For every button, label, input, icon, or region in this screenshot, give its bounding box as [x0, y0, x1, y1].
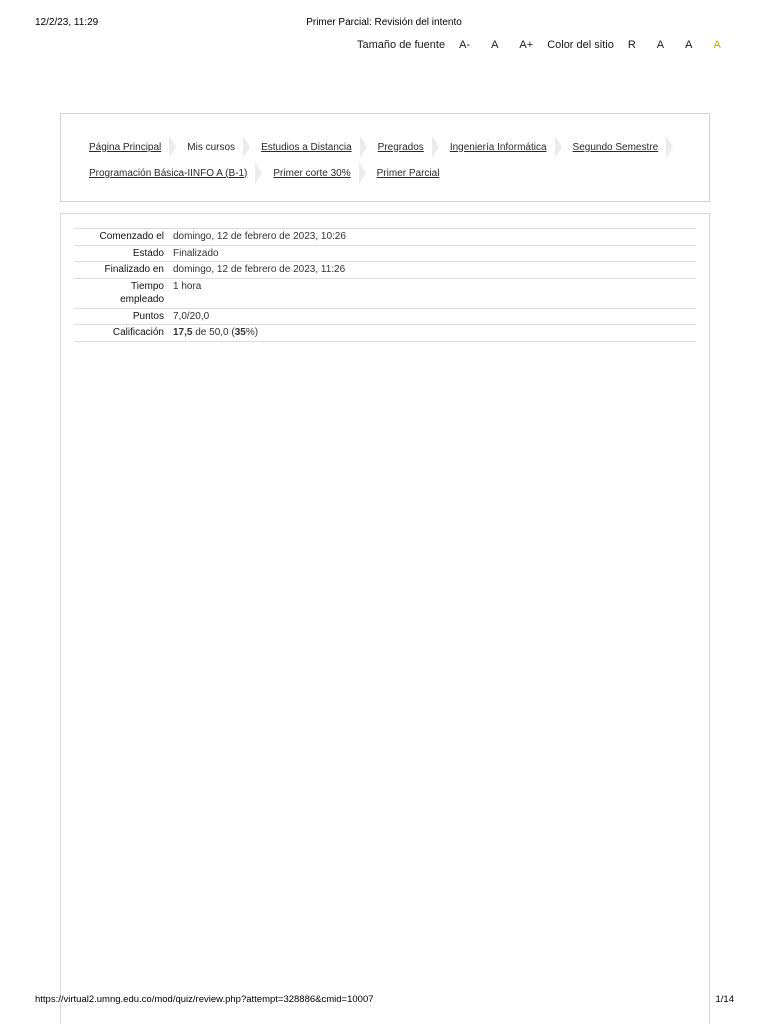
grade-label: Calificación [112, 327, 164, 338]
breadcrumb-undergrad-link[interactable]: Pregrados [377, 141, 424, 153]
breadcrumb-row-1 [89, 136, 684, 158]
table-row [74, 245, 696, 262]
attempt-summary-table [74, 228, 696, 342]
breadcrumb-separator [666, 136, 673, 158]
grade-max: de 50,0 [195, 327, 229, 338]
accessibility-toolbar [357, 37, 721, 53]
attempt-summary-panel [60, 213, 710, 1024]
breadcrumb-separator [432, 136, 439, 158]
breadcrumb-separator [359, 162, 366, 184]
font-smaller-button[interactable]: A- [459, 39, 471, 51]
state-label: Estado [132, 247, 164, 259]
font-size-label: Tamaño de fuente [357, 39, 446, 51]
print-url: https://virtual2.umng.edu.co/mod/quiz/review.php?attempt=328886&cmid=10007 [35, 994, 374, 1005]
print-footer [0, 994, 768, 1008]
print-page-number: 1/14 [715, 994, 734, 1005]
color-option-1-button[interactable]: A [656, 39, 665, 51]
time-taken-label: Tiempo empleado [120, 280, 164, 305]
table-row [74, 325, 696, 342]
time-taken-value: 1 hora [173, 280, 202, 292]
breadcrumb-separator [169, 136, 176, 158]
breadcrumb-my-courses: Mis cursos [187, 141, 236, 153]
print-datetime: 12/2/23, 11:29 [35, 17, 99, 28]
points-label: Puntos [132, 310, 164, 322]
started-label: Comenzado el [99, 231, 164, 242]
print-page-title: Primer Parcial: Revisión del intento [306, 17, 462, 28]
breadcrumb-home-link[interactable]: Página Principal [89, 141, 162, 153]
color-option-3-button[interactable]: A [713, 39, 721, 51]
breadcrumb-row-2 [89, 162, 439, 184]
grade-score: 17,5 [173, 327, 193, 338]
grade-value [173, 325, 696, 342]
started-value: domingo, 12 de febrero de 2023, 10:26 [173, 231, 346, 242]
table-row [74, 262, 696, 279]
state-value: Finalizado [173, 247, 219, 259]
breadcrumb-separator [255, 162, 262, 184]
breadcrumb-quiz-link[interactable]: Primer Parcial [376, 167, 440, 179]
breadcrumb-semester-link[interactable]: Segundo Semestre [572, 141, 659, 153]
table-row [74, 278, 696, 308]
font-normal-button[interactable]: A [491, 39, 499, 51]
print-header [0, 17, 768, 31]
breadcrumb-separator [555, 136, 562, 158]
breadcrumb-separator [243, 136, 250, 158]
color-option-2-button[interactable]: A [685, 39, 693, 51]
breadcrumb-distance-studies-link[interactable]: Estudios a Distancia [261, 141, 352, 153]
finished-label: Finalizado en [104, 264, 164, 275]
points-value: 7,0/20,0 [173, 310, 210, 322]
grade-percent: 35 [234, 327, 246, 338]
table-row [74, 308, 696, 325]
grade-open-paren: ( [231, 327, 235, 338]
breadcrumb-separator [360, 136, 367, 158]
finished-value: domingo, 12 de febrero de 2023, 11:26 [173, 264, 346, 275]
breadcrumb-course-link[interactable]: Programación Básica-IINFO A (B-1) [89, 167, 248, 179]
breadcrumb-program-link[interactable]: Ingeniería Informática [449, 141, 547, 153]
grade-percent-suffix: %) [245, 327, 259, 338]
breadcrumb [60, 113, 710, 202]
breadcrumb-section-link[interactable]: Primer corte 30% [273, 167, 351, 179]
site-color-label: Color del sitio [547, 39, 614, 51]
table-row [74, 229, 696, 246]
font-larger-button[interactable]: A+ [519, 39, 534, 51]
color-reset-button[interactable]: R [627, 39, 636, 51]
